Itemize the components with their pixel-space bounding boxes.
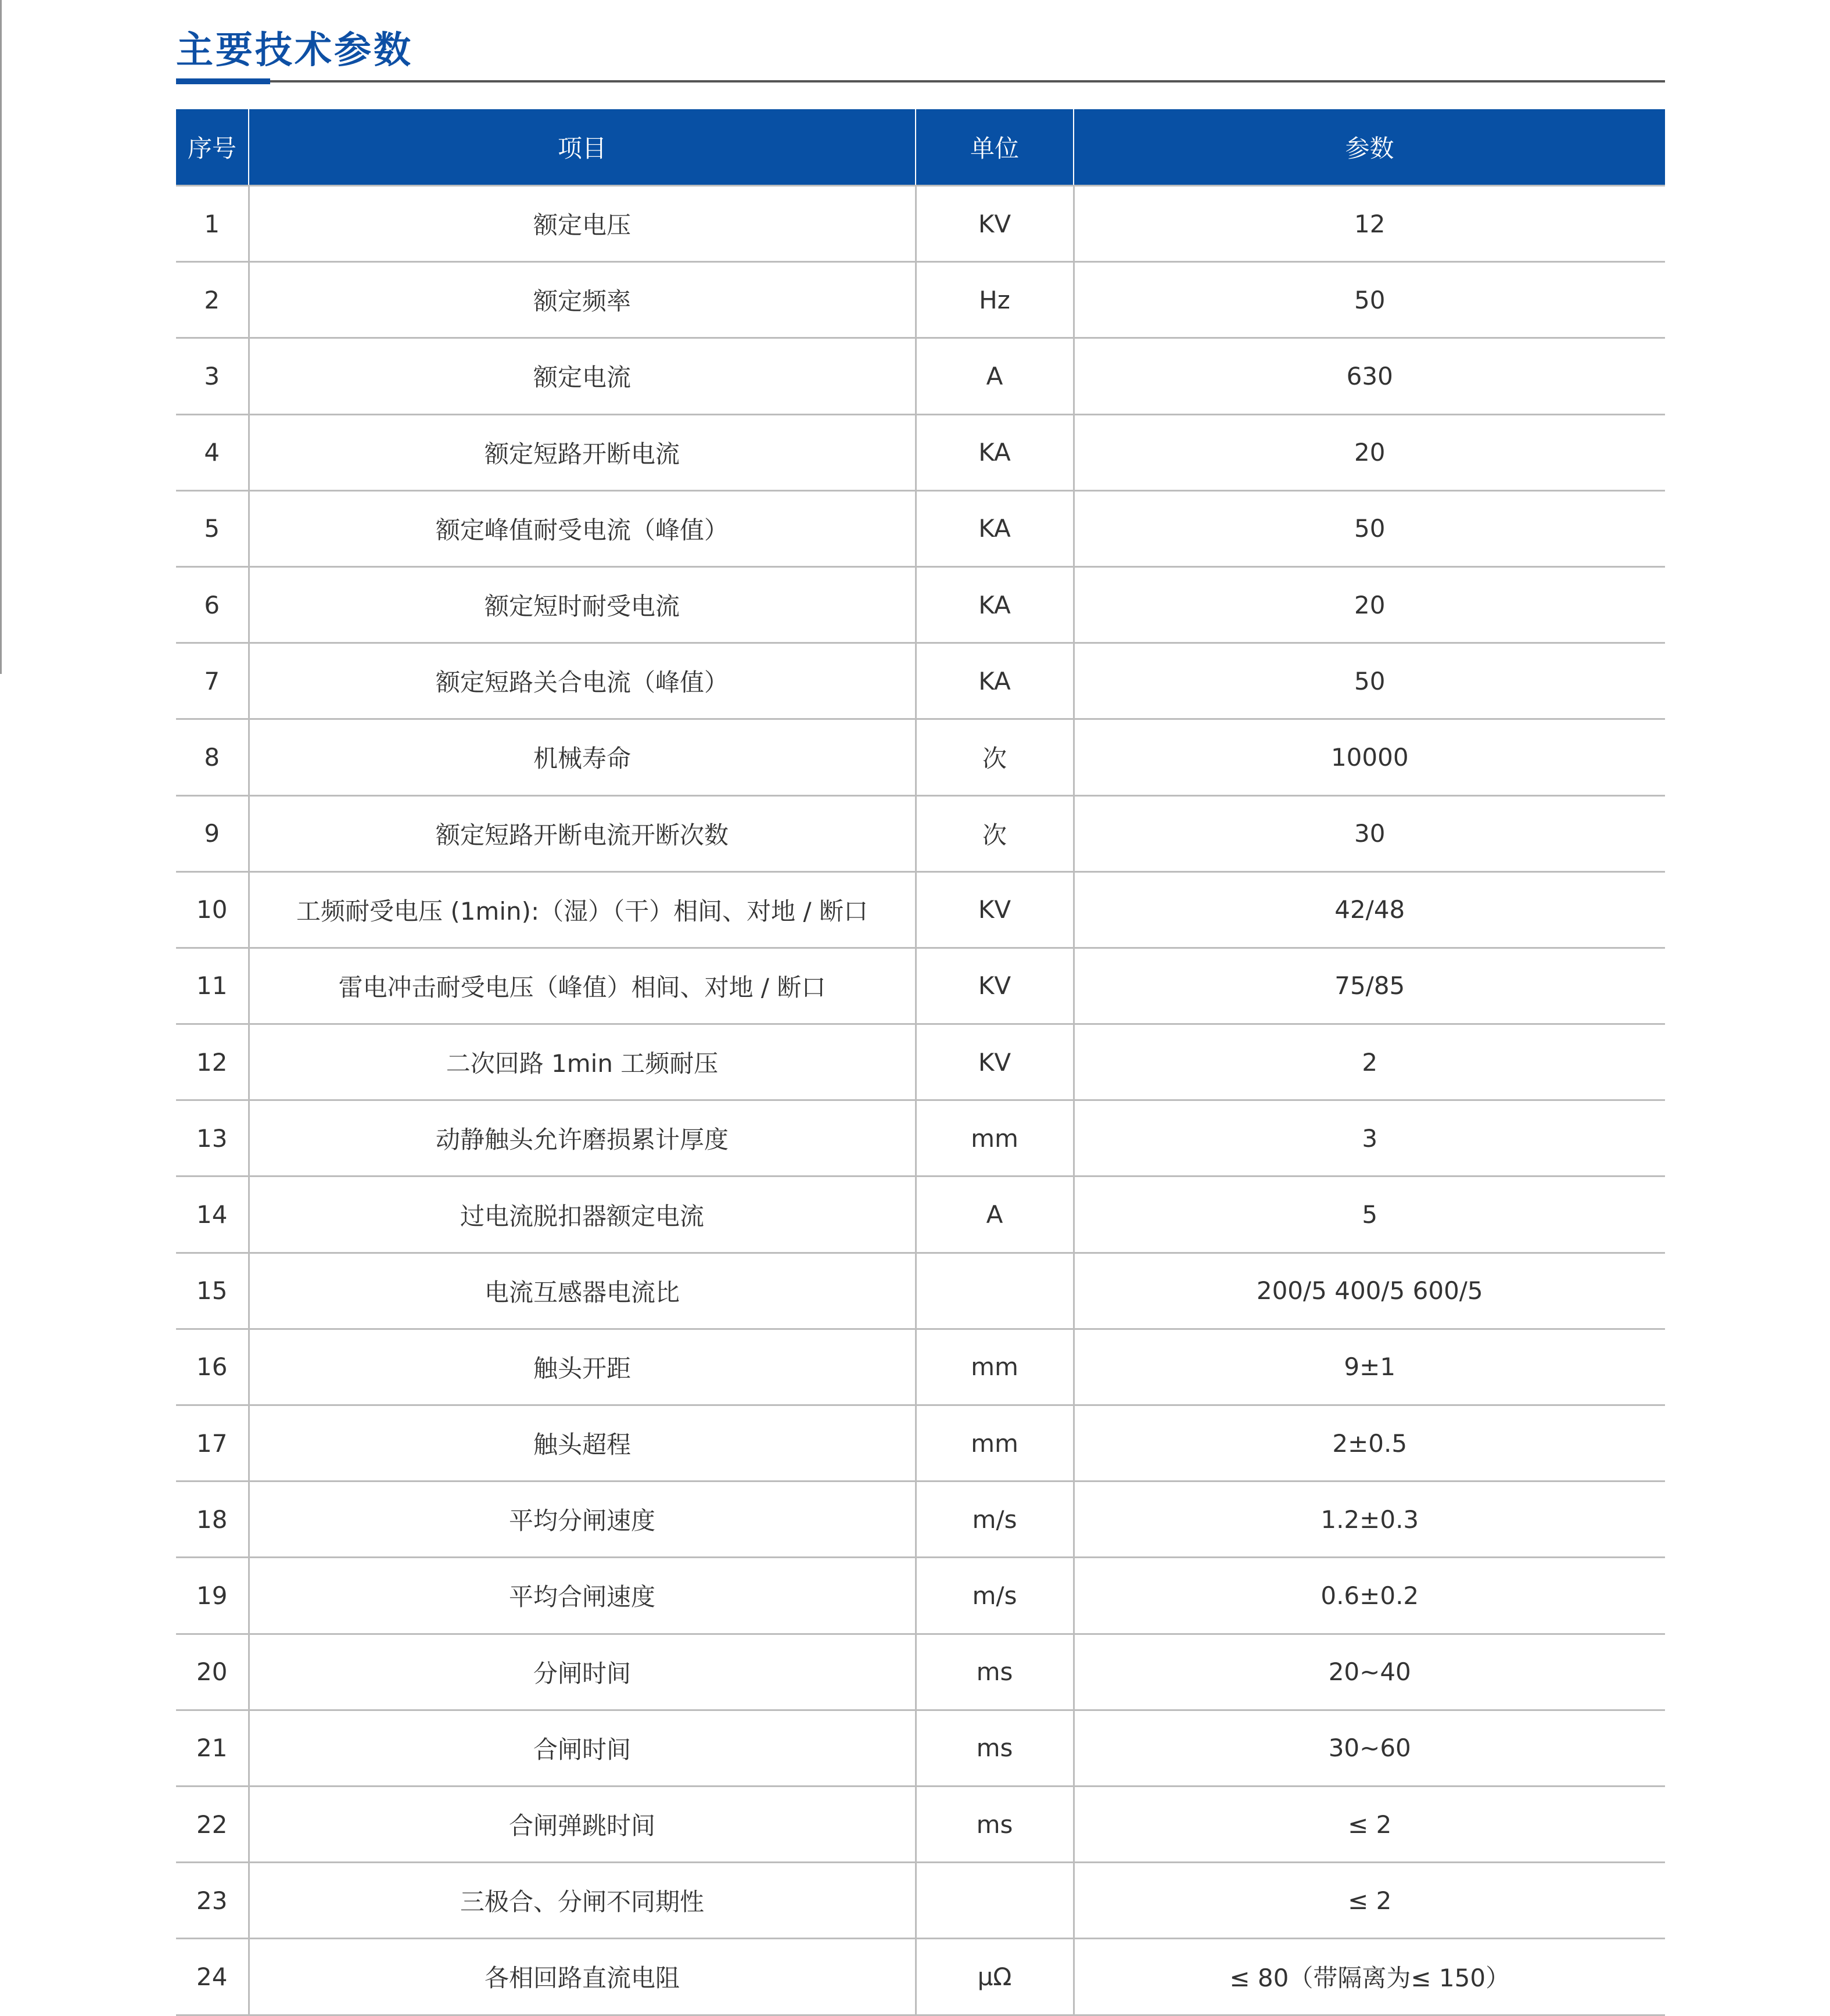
cell-item: 额定电压: [249, 186, 916, 262]
table-row: [176, 871, 1665, 948]
cell-unit: ms: [916, 1710, 1074, 1786]
table-row: [176, 1253, 1665, 1329]
cell-value: 75/85: [1074, 948, 1665, 1024]
cell-value: 12: [1074, 186, 1665, 262]
table-row: [176, 1329, 1665, 1405]
cell-value: 9±1: [1074, 1329, 1665, 1405]
table-row: [176, 1100, 1665, 1176]
cell-value: 20: [1074, 414, 1665, 490]
cell-value: 10000: [1074, 719, 1665, 795]
cell-item: 触头开距: [249, 1329, 916, 1405]
header-value: 参数: [1074, 109, 1665, 186]
cell-value: 5: [1074, 1176, 1665, 1253]
cell-index: 9: [176, 795, 249, 871]
cell-index: 13: [176, 1100, 249, 1176]
cell-value: 30: [1074, 795, 1665, 871]
cell-unit: [916, 1253, 1074, 1329]
cell-unit: 次: [916, 795, 1074, 871]
cell-unit: A: [916, 338, 1074, 414]
title-accent-bar: [176, 78, 270, 84]
table-row: [176, 262, 1665, 338]
cell-index: 14: [176, 1176, 249, 1253]
cell-index: 18: [176, 1481, 249, 1558]
cell-index: 12: [176, 1024, 249, 1100]
cell-index: 22: [176, 1786, 249, 1862]
cell-index: 17: [176, 1405, 249, 1481]
header-item: 项目: [249, 109, 916, 186]
table-row: [176, 1786, 1665, 1862]
header-row: [176, 109, 1665, 186]
cell-value: 630: [1074, 338, 1665, 414]
table-row: [176, 1634, 1665, 1710]
cell-unit: KV: [916, 871, 1074, 948]
table-row: [176, 566, 1665, 643]
cell-item: 额定短路关合电流（峰值）: [249, 643, 916, 719]
cell-unit: 次: [916, 719, 1074, 795]
cell-index: 20: [176, 1634, 249, 1710]
cell-value: 30~60: [1074, 1710, 1665, 1786]
cell-value: ≤ 2: [1074, 1786, 1665, 1862]
cell-item: 额定短时耐受电流: [249, 566, 916, 643]
cell-value: 20~40: [1074, 1634, 1665, 1710]
cell-value: 20: [1074, 566, 1665, 643]
cell-unit: A: [916, 1176, 1074, 1253]
cell-unit: m/s: [916, 1558, 1074, 1634]
cell-item: 三极合、分闸不同期性: [249, 1863, 916, 1939]
cell-item: 机械寿命: [249, 719, 916, 795]
cell-unit: μΩ: [916, 1939, 1074, 2015]
cell-unit: ms: [916, 1634, 1074, 1710]
cell-item: 额定短路开断电流: [249, 414, 916, 490]
header-index: 序号: [176, 109, 249, 186]
cell-unit: KV: [916, 1024, 1074, 1100]
cell-unit: mm: [916, 1100, 1074, 1176]
table-row: [176, 490, 1665, 566]
cell-index: 11: [176, 948, 249, 1024]
cell-unit: KV: [916, 186, 1074, 262]
cell-item: 二次回路 1min 工频耐压: [249, 1024, 916, 1100]
cell-index: 23: [176, 1863, 249, 1939]
table-row: [176, 1405, 1665, 1481]
cell-item: 动静触头允许磨损累计厚度: [249, 1100, 916, 1176]
cell-unit: m/s: [916, 1481, 1074, 1558]
cell-value: 2: [1074, 1024, 1665, 1100]
cell-value: 50: [1074, 643, 1665, 719]
cell-value: ≤ 2: [1074, 1863, 1665, 1939]
table-header: [176, 109, 1665, 186]
table-row: [176, 719, 1665, 795]
cell-item: 各相回路直流电阻: [249, 1939, 916, 2015]
cell-index: 16: [176, 1329, 249, 1405]
cell-value: 0.6±0.2: [1074, 1558, 1665, 1634]
cell-item: 触头超程: [249, 1405, 916, 1481]
cell-unit: [916, 1863, 1074, 1939]
cell-index: 4: [176, 414, 249, 490]
table-row: [176, 414, 1665, 490]
cell-value: 1.2±0.3: [1074, 1481, 1665, 1558]
technical-parameters-table: [176, 109, 1665, 2016]
cell-index: 10: [176, 871, 249, 948]
cell-index: 6: [176, 566, 249, 643]
table-row: [176, 1481, 1665, 1558]
cell-item: 额定短路开断电流开断次数: [249, 795, 916, 871]
cell-unit: mm: [916, 1405, 1074, 1481]
table-row: [176, 1863, 1665, 1939]
cell-unit: KA: [916, 566, 1074, 643]
table-row: [176, 186, 1665, 262]
cell-item: 分闸时间: [249, 1634, 916, 1710]
cell-unit: ms: [916, 1786, 1074, 1862]
cell-item: 电流互感器电流比: [249, 1253, 916, 1329]
table-row: [176, 1558, 1665, 1634]
cell-index: 21: [176, 1710, 249, 1786]
table-row: [176, 795, 1665, 871]
cell-value: 42/48: [1074, 871, 1665, 948]
cell-value: 3: [1074, 1100, 1665, 1176]
cell-item: 平均合闸速度: [249, 1558, 916, 1634]
table-row: [176, 1939, 1665, 2015]
cell-item: 合闸时间: [249, 1710, 916, 1786]
cell-unit: mm: [916, 1329, 1074, 1405]
header-unit: 单位: [916, 109, 1074, 186]
table-body: [176, 186, 1665, 2015]
table-row: [176, 1710, 1665, 1786]
cell-index: 8: [176, 719, 249, 795]
table-row: [176, 338, 1665, 414]
cell-item: 合闸弹跳时间: [249, 1786, 916, 1862]
cell-item: 平均分闸速度: [249, 1481, 916, 1558]
cell-item: 额定电流: [249, 338, 916, 414]
cell-unit: Hz: [916, 262, 1074, 338]
cell-index: 15: [176, 1253, 249, 1329]
table-row: [176, 948, 1665, 1024]
cell-item: 额定频率: [249, 262, 916, 338]
cell-item: 雷电冲击耐受电压（峰值）相间、对地 / 断口: [249, 948, 916, 1024]
cell-value: 2±0.5: [1074, 1405, 1665, 1481]
cell-value: 200/5 400/5 600/5: [1074, 1253, 1665, 1329]
title-underline: [176, 80, 1665, 82]
cell-value: ≤ 80（带隔离为≤ 150）: [1074, 1939, 1665, 2015]
table-row: [176, 1176, 1665, 1253]
cell-index: 2: [176, 262, 249, 338]
cell-item: 过电流脱扣器额定电流: [249, 1176, 916, 1253]
cell-index: 7: [176, 643, 249, 719]
cell-unit: KA: [916, 643, 1074, 719]
cell-unit: KA: [916, 490, 1074, 566]
cell-item: 工频耐受电压 (1min):（湿）（干）相间、对地 / 断口: [249, 871, 916, 948]
cell-index: 5: [176, 490, 249, 566]
cell-unit: KA: [916, 414, 1074, 490]
cell-item: 额定峰值耐受电流（峰值）: [249, 490, 916, 566]
table-row: [176, 643, 1665, 719]
cell-index: 3: [176, 338, 249, 414]
left-edge-rule: [0, 0, 2, 674]
cell-index: 24: [176, 1939, 249, 2015]
table-row: [176, 1024, 1665, 1100]
cell-index: 19: [176, 1558, 249, 1634]
section-title: 主要技术参数: [176, 29, 413, 72]
cell-value: 50: [1074, 490, 1665, 566]
cell-unit: KV: [916, 948, 1074, 1024]
cell-index: 1: [176, 186, 249, 262]
cell-value: 50: [1074, 262, 1665, 338]
